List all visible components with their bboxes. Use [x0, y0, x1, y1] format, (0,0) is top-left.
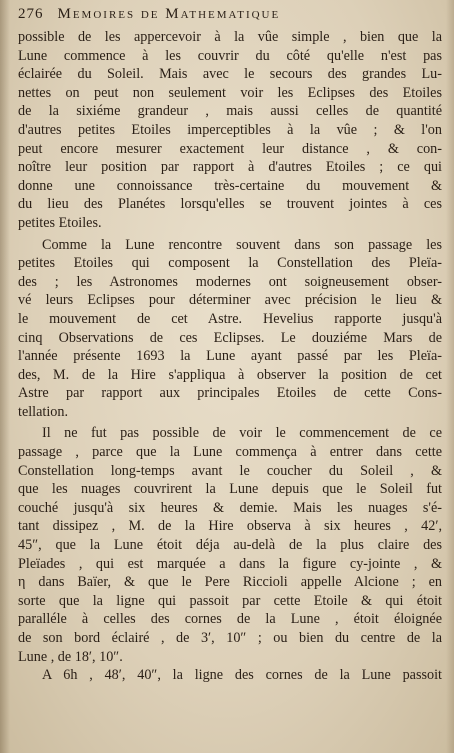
- text-line: tellation.: [18, 403, 69, 420]
- running-head: Memoires de Mathematique: [57, 6, 281, 22]
- text-line: Il ne fut pas possible de voir le commencement de ce: [42, 425, 442, 442]
- text-line: passage , parce que la Lune commença à entrer dans cette: [18, 444, 442, 461]
- paragraph-1: [18, 28, 442, 233]
- text-line: paralléle à celles des cornes de la Lune , étoit éloignée: [18, 611, 442, 628]
- page-header: [18, 6, 438, 26]
- text-line: le mouvement de cet Astre. Hevelius rapporte jusqu'à: [18, 310, 442, 327]
- text-line: possible de les appercevoir à la vûe simple , bien que la: [18, 29, 442, 45]
- text-line: des ; les Astronomes modernes ont soigneusement obser-: [18, 273, 442, 290]
- text-line: tant dissipez , M. de la Hire observa à six heures , 42′,: [18, 518, 442, 535]
- text-line: de son bord éclairé , de 3′, 10″ ; ou bien du centre de la: [18, 630, 442, 646]
- text-line: noître leur position par rapport à d'autres Etoiles ; ce qui: [18, 159, 442, 176]
- text-line: de la sixiéme grandeur , mais aussi celles de quantité: [18, 103, 442, 120]
- text-line: 45″, que la Lune étoit déja au-delà de la plus claire des: [18, 537, 442, 554]
- paragraph-3: [18, 424, 442, 684]
- text-line: Astre par rapport aux principales Etoiles de cette Cons-: [18, 385, 442, 402]
- text-line: Constellation long-temps avant le coucher du Soleil , &: [18, 462, 442, 479]
- text-line: A 6h , 48′, 40″, la ligne des cornes de la Lune passoit: [42, 667, 442, 684]
- text-line: peut encore mesurer exactement leur distance , & con-: [18, 140, 442, 157]
- text-line: d'autres petites Etoiles imperceptibles à la vûe ; & l'on: [18, 121, 442, 138]
- text-line: petites Etoiles qui composent la Constellation des Pleïa-: [18, 255, 442, 272]
- text-line: des, M. de la Hire s'appliqua à observer la position de cet: [18, 366, 442, 383]
- text-line: éclairée du Soleil. Mais avec le secours des grandes Lu-: [18, 66, 442, 83]
- text-line: petites Etoiles.: [18, 214, 102, 231]
- page-edge-shadow: [446, 0, 454, 753]
- text-line: η dans Baïer, & que le Pere Riccioli appelle Alcione ; en: [18, 574, 442, 591]
- paragraph-2: [18, 236, 442, 422]
- text-line: du lieu des Planétes lorsqu'elles se trouvent jointes à ces: [18, 196, 442, 213]
- text-line: vé leurs Eclipses pour déterminer avec précision le lieu &: [18, 292, 442, 309]
- text-line: nettes on peut non seulement voir les Eclipses des Etoiles: [18, 84, 442, 101]
- text-line: Pleïades , qui est marquée a dans la figure cy-jointe , &: [18, 555, 442, 572]
- text-line: que les nuages couvrirent la Lune depuis que le Soleil fut: [18, 481, 442, 498]
- text-line: Comme la Lune rencontre souvent dans son passage les: [42, 236, 442, 253]
- page-number: 276: [18, 6, 44, 22]
- text-line: cinq Observations de ces Eclipses. Le douziéme Mars de: [18, 329, 442, 346]
- text-line: donne une connoissance très-certaine du mouvement &: [18, 177, 442, 194]
- text-line: l'année présente 1693 la Lune ayant passé par les Pleïa-: [18, 348, 442, 365]
- text-line: Lune , de 18′, 10″.: [18, 648, 123, 665]
- body-text: [18, 28, 442, 685]
- text-line: couché jusqu'à six heures & demie. Mais les nuages s'é-: [18, 499, 442, 516]
- gutter-shadow: [0, 0, 10, 753]
- text-line: Lune commence à les couvrir du côté qu'elle n'est pas: [18, 47, 442, 64]
- text-line: sorte que la ligne qui passoit par cette Etoile & qui étoit: [18, 592, 442, 609]
